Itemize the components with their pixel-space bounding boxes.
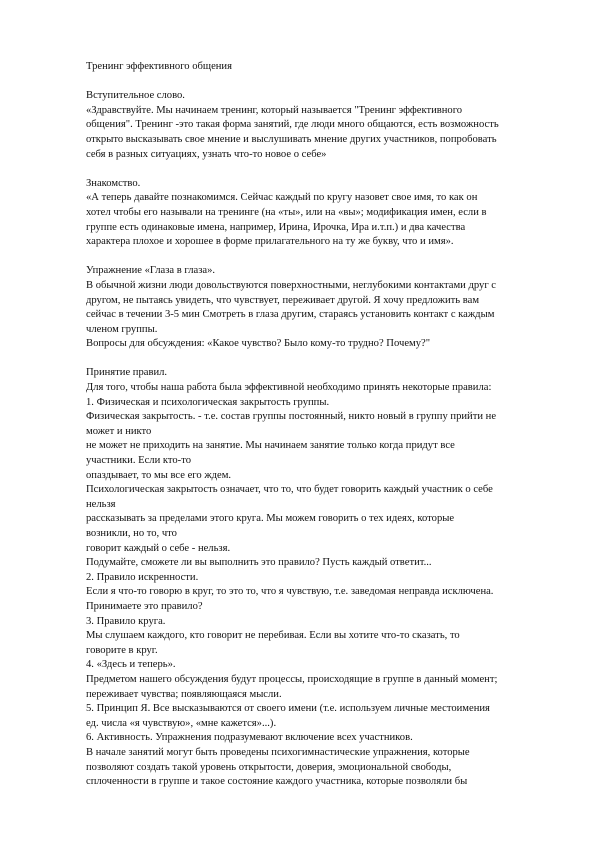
- section-heading: Упражнение «Глаза в глаза».: [86, 265, 216, 277]
- paragraph-line: говорит каждый о себе - нельзя.: [86, 542, 231, 554]
- paragraph-line: В начале занятий могут быть проведены психогимнастические упражнения, которые: [86, 746, 470, 758]
- paragraph-line: Предметом нашего обсуждения будут процессы, происходящие в группе в данный момент;: [86, 673, 498, 685]
- section-heading: Вступительное слово.: [86, 90, 185, 102]
- paragraph-line: Мы слушаем каждого, кто говорит не перебивая. Если вы хотите что-то сказать, то: [86, 630, 460, 642]
- section: [86, 366, 556, 789]
- paragraph-line: сплоченности в группе и такое состояние каждого участника, которые позволяли бы: [86, 776, 468, 788]
- paragraph-line: 5. Принцип Я. Все высказываются от своего имени (т.е. используем личные местоимения: [86, 703, 490, 715]
- paragraph-line: нельзя: [86, 498, 116, 510]
- paragraph-line: Физическая закрытость. - т.е. состав группы постоянный, никто новый в группу прийти не: [86, 411, 497, 423]
- section: [86, 177, 556, 250]
- paragraph-line: Для того, чтобы наша работа была эффективной необходимо принять некоторые правила:: [86, 382, 492, 394]
- paragraph-line: Если я что-то говорю в круг, то это то, что я чувствую, т.е. заведомая неправда исключена.: [86, 586, 494, 598]
- section: [86, 89, 556, 162]
- paragraph-line: опаздывает, то мы все его ждем.: [86, 469, 232, 481]
- paragraph-line: говорите в круг.: [86, 644, 158, 656]
- paragraph-line: ед. числа «я чувствую», «мне кажется»...).: [86, 717, 277, 729]
- paragraph-line: группе есть одинаковые имена, например, Ирина, Ирочка, Ира и.т.п.) и два качества: [86, 221, 466, 233]
- paragraph-line: 1. Физическая и психологическая закрытость группы.: [86, 396, 330, 408]
- paragraph-line: «А теперь давайте познакомимся. Сейчас каждый по кругу назовет свое имя, то как он: [86, 192, 478, 204]
- paragraph-line: переживает чувства; появляющаяся мысли.: [86, 688, 282, 700]
- paragraph-line: характера плохое и хорошее в форме прилагательного на ту же букву, что и имя».: [86, 236, 454, 248]
- paragraph-line: 4. «Здесь и теперь».: [86, 659, 176, 671]
- section-heading: Принятие правил.: [86, 367, 168, 379]
- paragraph-line: В обычной жизни люди довольствуются поверхностными, неглубокими контактами друг с: [86, 279, 497, 291]
- paragraph-line: может и никто: [86, 425, 152, 437]
- paragraph-line: 2. Правило искренности.: [86, 571, 199, 583]
- document-body: [86, 60, 556, 790]
- section: [86, 264, 556, 352]
- section-heading: Знакомство.: [86, 177, 141, 189]
- paragraph-line: Вопросы для обсуждения: «Какое чувство? Было кому-то трудно? Почему?": [86, 338, 431, 350]
- paragraph-line: не может не приходить на занятие. Мы начинаем занятие только когда придут все: [86, 440, 455, 452]
- paragraph-line: позволяют создать такой уровень открытости, доверия, эмоциональной свободы,: [86, 761, 452, 773]
- sections-container: [86, 89, 556, 790]
- paragraph-line: 6. Активность. Упражнения подразумевают включение всех участников.: [86, 732, 413, 744]
- paragraph-line: Принимаете это правило?: [86, 600, 203, 612]
- paragraph-line: участники. Если кто-то: [86, 455, 191, 467]
- paragraph-line: открыто высказывать свое мнение и выслушивать мнение других участников, попробовать: [86, 133, 497, 145]
- paragraph-line: сейчас в течении 3-5 мин Смотреть в глаза другим, стараясь установить контакт с каждым: [86, 309, 495, 321]
- document-title: Тренинг эффективного общения: [86, 61, 232, 72]
- paragraph-line: Подумайте, сможете ли вы выполнить это правило? Пусть каждый ответит...: [86, 557, 432, 569]
- paragraph-line: хотел чтобы его называли на тренинге (на «ты», или на «вы»; модификация имен, если в: [86, 206, 487, 218]
- paragraph-line: Психологическая закрытость означает, что то, что будет говорить каждый участник о себе: [86, 484, 493, 496]
- paragraph-line: 3. Правило круга.: [86, 615, 166, 627]
- paragraph-line: возникли, но то, что: [86, 528, 177, 539]
- paragraph-line: членом группы.: [86, 323, 158, 335]
- paragraph-line: общения". Тренинг -это такая форма занятий, где люди много общаются, есть возможность: [86, 119, 499, 131]
- paragraph-line: «Здравствуйте. Мы начинаем тренинг, который называется "Тренинг эффективного: [86, 104, 463, 116]
- paragraph-line: рассказывать за пределами этого круга. Мы можем говорить о тех идеях, которые: [86, 513, 455, 525]
- paragraph-line: другом, не пытаясь увидеть, что чувствует, переживает другой. Я хочу предложить вам: [86, 294, 480, 306]
- paragraph-line: себя в разных ситуациях, узнать что-то новое о себе»: [86, 148, 327, 160]
